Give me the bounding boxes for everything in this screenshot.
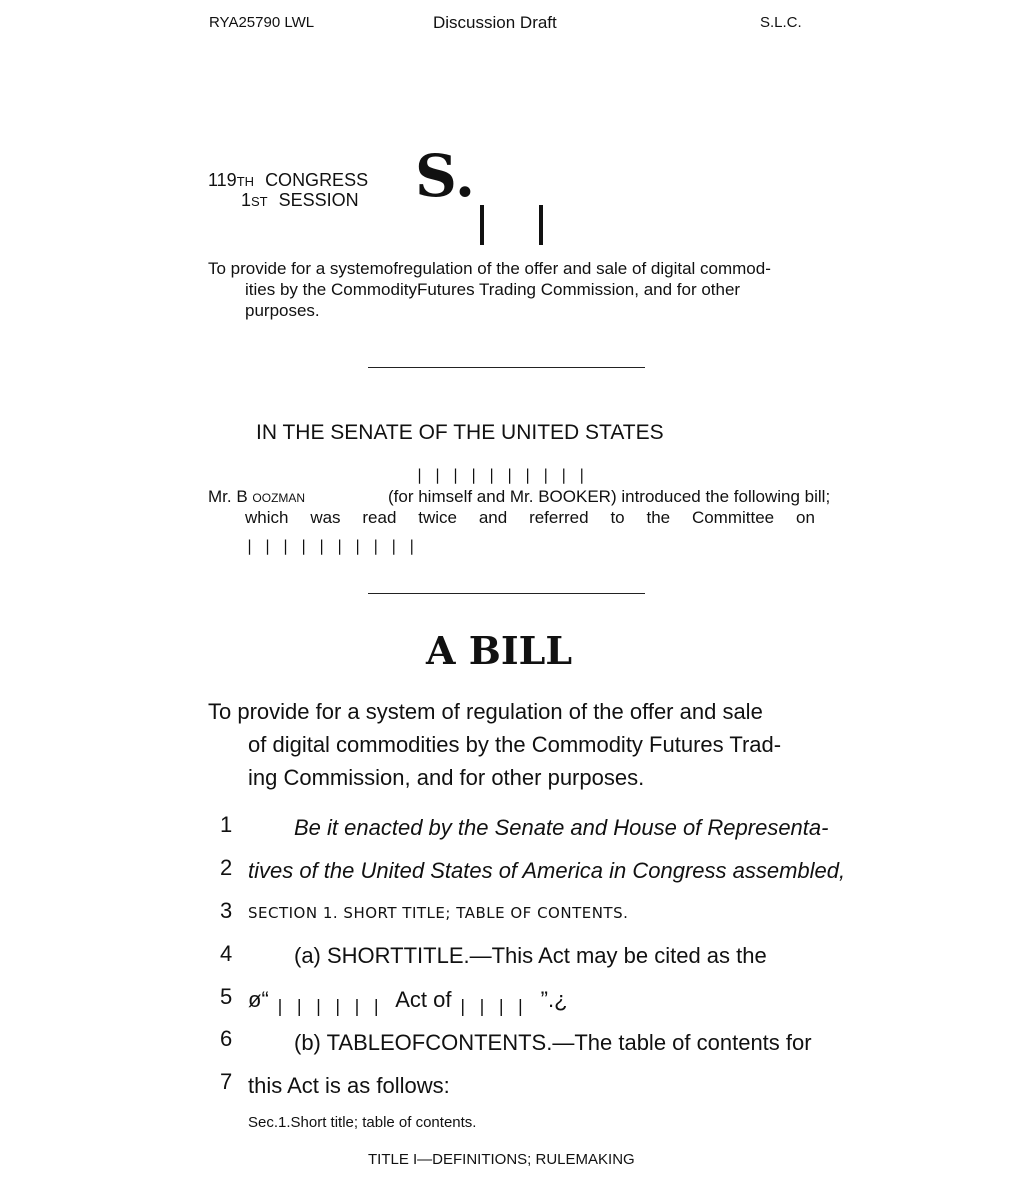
enacting-clause-line-1: Be it enacted by the Senate and House of Representa- [294,815,829,840]
act-year-blank: |||| [457,997,535,1017]
line-number: 7 [220,1069,233,1094]
referral-word: read [362,508,397,527]
line-number: 1 [220,812,233,837]
committee-blank-bottom: |||||||||| [245,537,426,555]
referral-word: the [646,508,671,527]
long-title-line-2: of digital commodities by the Commodity Futures Trad- [248,732,782,757]
caption-line-1: To provide for a systemofregulation of the offer and sale of digital commod- [208,259,771,278]
line-number: 4 [220,941,233,966]
line-number: 6 [220,1026,233,1051]
caption-line-2: ities by the CommodityFutures Trading Commission, and for other [245,280,741,299]
referral-word: to [610,508,625,527]
sponsor-small-caps: OOZMAN [252,491,306,505]
bill-number-blank-right [539,205,543,245]
session-number: 1 [241,190,252,210]
act-name-close: ”.¿ [540,987,568,1012]
long-title-line-3: ing Commission, and for other purposes. [248,765,645,790]
session-line [241,190,359,211]
committee-blank-top: |||||||||| [415,466,596,484]
act-name-blank: |||||| [274,997,391,1017]
referral-word: referred [529,508,589,527]
act-name-line [248,987,568,1017]
sponsor-line [208,487,305,507]
short-title-line: (a) SHORTTITLE.—This Act may be cited as the [294,943,767,968]
referral-word: twice [418,508,457,527]
referral-line [245,508,815,528]
toc-title-heading: TITLE I—DEFINITIONS; RULEMAKING [368,1151,635,1168]
senate-heading: IN THE SENATE OF THE UNITED STATES [256,421,664,444]
slc-label: S.L.C. [760,14,802,31]
line-number: 5 [220,984,233,1009]
cosponsor-text: (for himself and Mr. BOOKER) introduced the following bill; [388,487,831,506]
referral-word: which [245,508,289,527]
congress-line [208,170,368,191]
referral-word: on [795,508,815,527]
bill-number-blank-left [480,205,484,245]
enacting-clause-line-2: tives of the United States of America in Congress assembled, [248,858,846,883]
congress-label: CONGRESS [265,170,369,190]
long-title-line-1: To provide for a system of regulation of the offer and sale [208,699,763,724]
act-name-open: ø“ [248,987,269,1012]
draft-label: Discussion Draft [433,13,557,32]
a-bill-heading: A BILL [426,628,573,673]
referral-word: Committee [691,508,775,527]
congress-number: 119 [208,170,237,190]
document-id: RYA25790 LWL [209,14,315,31]
divider-top [368,367,645,368]
congress-suffix: TH [236,174,255,189]
line-number: 3 [220,898,233,923]
referral-word: was [310,508,341,527]
caption-line-3: purposes. [245,301,320,320]
bill-prefix: S. [415,142,476,210]
line-number: 2 [220,855,233,880]
referral-word: and [478,508,508,527]
divider-bottom [368,593,645,594]
sponsor-prefix: Mr. B [208,487,248,506]
session-suffix: ST [251,194,268,209]
toc-entry: Sec.1.Short title; table of contents. [248,1114,477,1131]
toc-intro-line-1: (b) TABLEOFCONTENTS.—The table of contents for [294,1030,812,1055]
session-label: SESSION [278,190,359,210]
section-heading: SECTION 1. SHORT TITLE; TABLE OF CONTENTS. [248,904,629,922]
toc-intro-line-2: this Act is as follows: [248,1073,450,1098]
act-of-text: Act of [395,987,452,1012]
